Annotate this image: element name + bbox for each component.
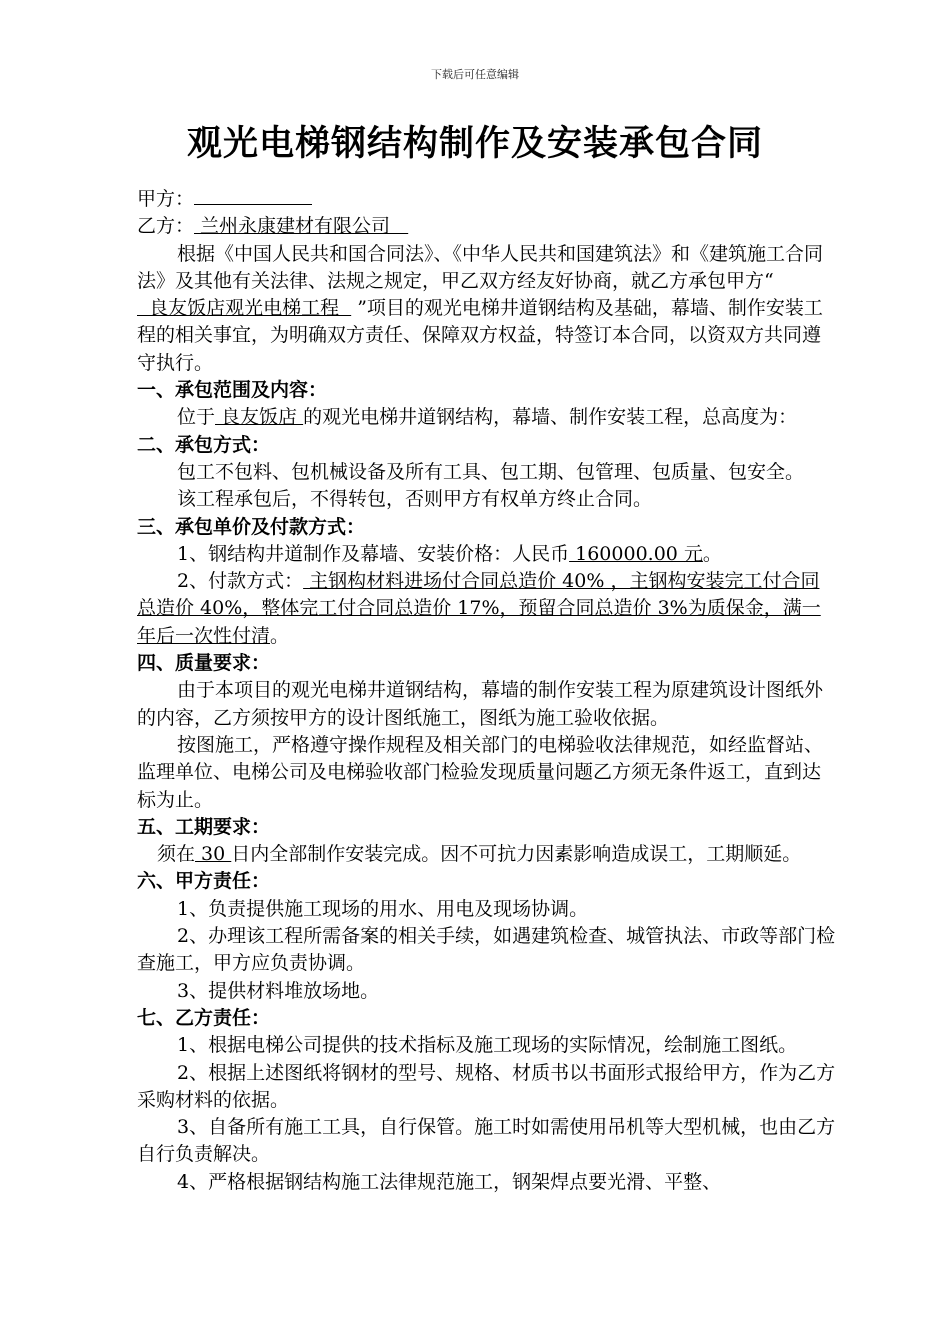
s1-text-2: 的观光电梯井道钢结构，幕墙、制作安装工程，总高度为： [303, 406, 798, 429]
party-a-blank [194, 186, 312, 205]
duration-days: 30 [195, 843, 232, 866]
section-2-para-1: 包工不包料、包机械设备及所有工具、包工期、包管理、包质量、包安全。 [177, 460, 805, 483]
party-a-label: 甲方： [137, 188, 195, 210]
section-6-item: 1、负责提供施工现场的用水、用电及现场协调。 [177, 897, 589, 920]
s5-text-1: 须在 [157, 843, 196, 866]
s3-text-1a: 1、钢结构井道制作及幕墙、安装价格：人民币 [177, 542, 570, 565]
intro-text-2: ”项目的观光电梯井道钢结构及基础，幕墙、制作安装工程的相关事宜，为明确双方责任、保障双方权益，特签订本合同，以资双方共同遵守执行。 [137, 297, 823, 374]
section-3-para-1 [137, 541, 837, 568]
section-7-heading: 七、乙方责任： [137, 1006, 271, 1029]
payment-terms: 主钢构材料进场付合同总造价 40% ，主钢构安装完工付合同总造价 40%，整体完工付合同总造价 17%，预留合同总造价 3%为质保金，满一年后一次性付清 [137, 570, 821, 647]
intro-paragraph [137, 241, 837, 377]
section-3-heading: 三、承包单价及付款方式： [137, 515, 366, 538]
project-location: 良友饭店 [215, 406, 304, 429]
section-7-item: 1、根据电梯公司提供的技术指标及施工现场的实际情况，绘制施工图纸。 [177, 1034, 798, 1057]
s1-text-1: 位于 [177, 406, 216, 429]
section-1-text [137, 404, 837, 431]
section-6-heading: 六、甲方责任： [137, 870, 271, 893]
section-4-para-2: 按图施工，严格遵守操作规程及相关部门的电梯验收法律规范，如经监督站、监理单位、电梯公司及电梯验收部门检验发现质量问题乙方须无条件返工，直到达标为止。 [137, 733, 824, 811]
section-3-para-2 [137, 568, 837, 650]
s3-text-2b: 。 [270, 624, 290, 647]
document-title: 观光电梯钢结构制作及安装承包合同 [186, 123, 763, 164]
section-6-item: 2、办理该工程所需备案的相关手续，如遇建筑检查、城管执法、市政等部门检查施工，甲方应负责协调。 [137, 925, 836, 975]
party-b-line [137, 213, 837, 240]
section-4-para-1: 由于本项目的观光电梯井道钢结构，幕墙的制作安装工程为原建筑设计图纸外的内容，乙方须按甲方的设计图纸施工，图纸为施工验收依据。 [137, 679, 824, 729]
section-5-text [137, 841, 837, 868]
s5-text-2: 日内全部制作安装完成。因不可抗力因素影响造成误工，工期顺延。 [231, 843, 802, 866]
party-b-name: 兰州永康建材有限公司 [194, 215, 409, 238]
intro-text-1: 根据《中国人民共和国合同法》、《中华人民共和国建筑法》和《建筑施工合同法》及其他有关法律、法规之规定，甲乙双方经友好协商，就乙方承包甲方“ [137, 242, 824, 292]
document-body [137, 186, 837, 1196]
section-5-heading: 五、工期要求： [137, 815, 271, 838]
header-note: 下载后可任意编辑 [431, 68, 519, 81]
project-name: 良友饭店观光电梯工程 [137, 297, 352, 320]
section-7-item: 4、严格根据钢结构施工法律规范施工，钢架焊点要光滑、平整、 [177, 1170, 722, 1193]
section-2-heading: 二、承包方式： [137, 433, 271, 456]
section-4-heading: 四、质量要求： [137, 652, 271, 675]
s3-text-1b: 。 [702, 542, 722, 565]
section-6-item: 3、提供材料堆放场地。 [177, 979, 380, 1002]
s3-text-2a: 2、付款方式： [177, 570, 304, 593]
section-1-heading: 一、承包范围及内容： [137, 379, 328, 402]
section-7-item: 2、根据上述图纸将钢材的型号、规格、材质书以书面形式报给甲方，作为乙方采购材料的依据。 [137, 1061, 836, 1111]
party-b-label: 乙方： [137, 215, 195, 238]
party-a-line [137, 186, 837, 213]
section-2-para-2: 该工程承包后，不得转包，否则甲方有权单方终止合同。 [177, 488, 653, 511]
section-7-item: 3、自备所有施工工具，自行保管。施工时如需使用吊机等大型机械，也由乙方自行负责解决。 [137, 1116, 836, 1166]
contract-price: 160000.00 元 [569, 542, 703, 565]
